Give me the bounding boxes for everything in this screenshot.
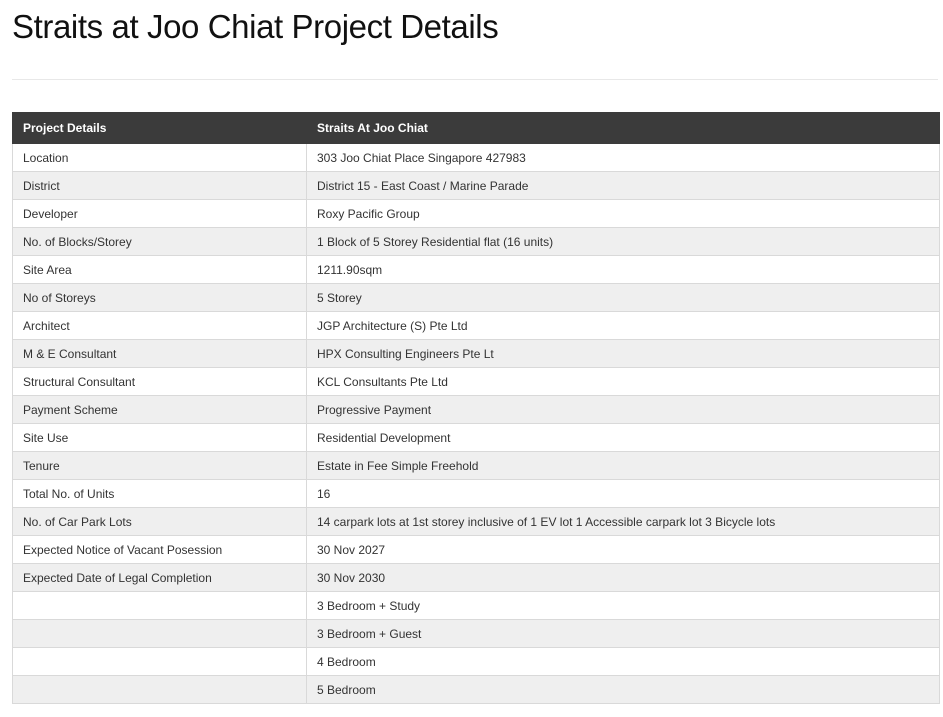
row-label: Expected Notice of Vacant Posession: [13, 536, 307, 564]
table-row: [13, 368, 940, 396]
title-divider: [12, 79, 938, 80]
row-label: [13, 592, 307, 620]
header-cell-value: Straits At Joo Chiat: [307, 113, 940, 144]
table-row: [13, 648, 940, 676]
row-label: No of Storeys: [13, 284, 307, 312]
row-label: Structural Consultant: [13, 368, 307, 396]
row-label: Site Use: [13, 424, 307, 452]
header-cell-label: Project Details: [13, 113, 307, 144]
row-value: Estate in Fee Simple Freehold: [307, 452, 940, 480]
table-row: [13, 172, 940, 200]
row-value: 30 Nov 2030: [307, 564, 940, 592]
row-value: 5 Bedroom: [307, 676, 940, 704]
row-value: 1 Block of 5 Storey Residential flat (16 units): [307, 228, 940, 256]
row-label: Total No. of Units: [13, 480, 307, 508]
row-value: Progressive Payment: [307, 396, 940, 424]
table-row: [13, 256, 940, 284]
table-header-row: [13, 113, 940, 144]
project-details-table: [12, 112, 940, 704]
row-value: 303 Joo Chiat Place Singapore 427983: [307, 144, 940, 172]
row-label: M & E Consultant: [13, 340, 307, 368]
table-row: [13, 312, 940, 340]
row-value: Roxy Pacific Group: [307, 200, 940, 228]
row-label: Site Area: [13, 256, 307, 284]
table-row: [13, 508, 940, 536]
row-value: KCL Consultants Pte Ltd: [307, 368, 940, 396]
row-value: 5 Storey: [307, 284, 940, 312]
row-value: 30 Nov 2027: [307, 536, 940, 564]
table-row: [13, 200, 940, 228]
table-row: [13, 144, 940, 172]
row-label: District: [13, 172, 307, 200]
table-row: [13, 620, 940, 648]
row-value: District 15 - East Coast / Marine Parade: [307, 172, 940, 200]
row-label: [13, 620, 307, 648]
row-value: 3 Bedroom + Study: [307, 592, 940, 620]
row-value: JGP Architecture (S) Pte Ltd: [307, 312, 940, 340]
row-value: 1211.90sqm: [307, 256, 940, 284]
row-label: Location: [13, 144, 307, 172]
table-row: [13, 424, 940, 452]
table-row: [13, 284, 940, 312]
row-label: No. of Car Park Lots: [13, 508, 307, 536]
row-label: Tenure: [13, 452, 307, 480]
table-row: [13, 676, 940, 704]
page-title: Straits at Joo Chiat Project Details: [12, 8, 499, 45]
row-label: Architect: [13, 312, 307, 340]
row-value: HPX Consulting Engineers Pte Lt: [307, 340, 940, 368]
row-value: 3 Bedroom + Guest: [307, 620, 940, 648]
row-label: Expected Date of Legal Completion: [13, 564, 307, 592]
table-row: [13, 480, 940, 508]
row-value: 4 Bedroom: [307, 648, 940, 676]
table-row: [13, 536, 940, 564]
row-label: No. of Blocks/Storey: [13, 228, 307, 256]
row-value: 14 carpark lots at 1st storey inclusive of 1 EV lot 1 Accessible carpark lot 3 Bicycle lots: [307, 508, 940, 536]
row-label: [13, 676, 307, 704]
table-row: [13, 228, 940, 256]
row-label: Payment Scheme: [13, 396, 307, 424]
table-row: [13, 340, 940, 368]
row-value: 16: [307, 480, 940, 508]
table-row: [13, 592, 940, 620]
row-label: [13, 648, 307, 676]
table-row: [13, 396, 940, 424]
table-row: [13, 452, 940, 480]
row-label: Developer: [13, 200, 307, 228]
row-value: Residential Development: [307, 424, 940, 452]
table-row: [13, 564, 940, 592]
